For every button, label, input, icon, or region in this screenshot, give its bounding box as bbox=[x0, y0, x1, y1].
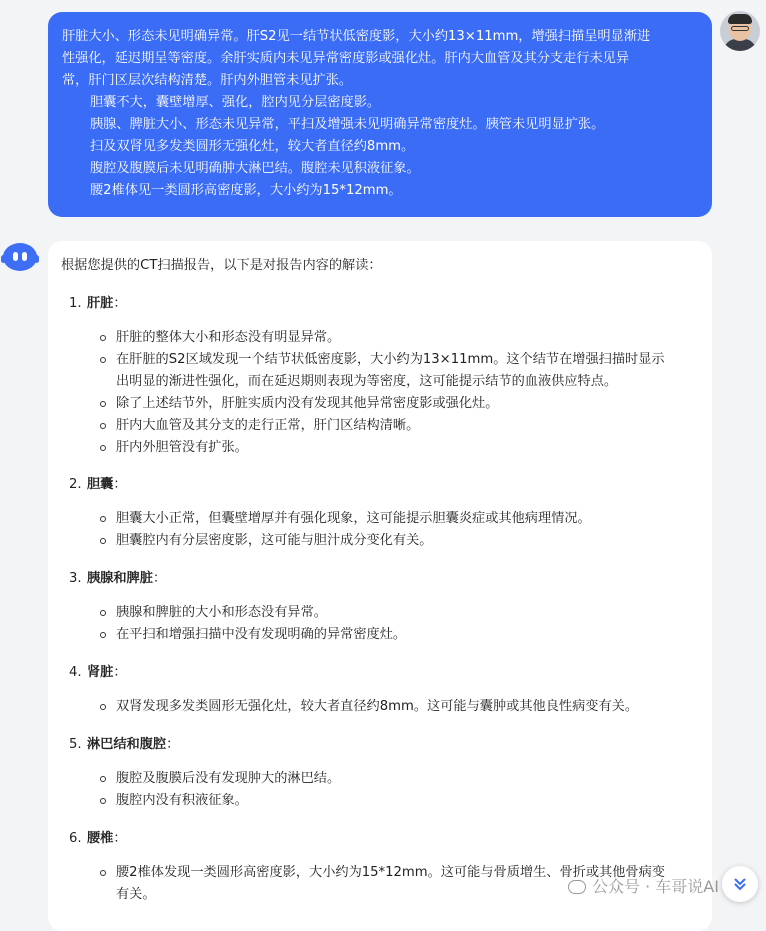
user-message-line: 腹腔及腹膜后未见明确肿大淋巴结。腹腔未见积液征象。 bbox=[90, 161, 420, 176]
user-message-line: 扫及双肾见多发类圆形无强化灶，较大者直径约8mm。 bbox=[90, 139, 415, 154]
section-title: 6. 腰椎： bbox=[69, 831, 127, 846]
section-title: 1. 肝脏： bbox=[69, 296, 127, 311]
double-chevron-down-icon bbox=[732, 876, 748, 892]
scroll-to-bottom-button[interactable] bbox=[722, 866, 758, 902]
list-item: 腹腔及腹膜后没有发现肿大的淋巴结。 bbox=[69, 768, 669, 790]
list-item: 胰腺和脾脏的大小和形态没有异常。 bbox=[69, 602, 669, 624]
reply-intro: 根据您提供的CT扫描报告，以下是对报告内容的解读： bbox=[61, 258, 382, 273]
user-message-line: 常，肝门区层次结构清楚。肝内外胆管未见扩张。 bbox=[62, 73, 353, 88]
user-message-line: 性强化，延迟期呈等密度。余肝实质内未见异常密度影或强化灶。肝内大血管及其分支走行未见异 bbox=[62, 51, 630, 66]
section-title: 3. 胰腺和脾脏： bbox=[69, 571, 167, 586]
list-item: 腹腔内没有积液征象。 bbox=[69, 790, 669, 812]
list-item: 在平扫和增强扫描中没有发现明确的异常密度灶。 bbox=[69, 624, 669, 646]
reply-section-kidney bbox=[69, 662, 669, 718]
list-item: 肝内外胆管没有扩张。 bbox=[69, 437, 669, 459]
reply-section-liver bbox=[69, 293, 669, 459]
reply-section-lymph-abdomen bbox=[69, 734, 669, 812]
user-avatar[interactable] bbox=[720, 11, 760, 51]
reply-section-pancreas-spleen bbox=[69, 568, 669, 646]
user-message-line: 肝脏大小、形态未见明确异常。肝S2见一结节状低密度影，大小约13×11mm，增强扫描呈明显渐进 bbox=[62, 29, 651, 44]
section-title: 2. 胆囊： bbox=[69, 477, 127, 492]
assistant-avatar-icon bbox=[3, 243, 37, 273]
wechat-icon bbox=[568, 880, 586, 894]
watermark: 公众号 · 车哥说AI bbox=[568, 874, 719, 897]
list-item: 肝脏的整体大小和形态没有明显异常。 bbox=[69, 327, 669, 349]
reply-section-gallbladder bbox=[69, 474, 669, 552]
user-message-bubble bbox=[48, 12, 712, 217]
list-item: 胆囊大小正常，但囊壁增厚并有强化现象，这可能提示胆囊炎症或其他病理情况。 bbox=[69, 508, 669, 530]
list-item: 腰2椎体发现一类圆形高密度影，大小约为15*12mm。这可能与骨质增生、骨折或其他骨病变有关。 bbox=[69, 862, 669, 906]
assistant-reply-card bbox=[48, 241, 712, 931]
section-title: 4. 肾脏： bbox=[69, 665, 127, 680]
user-message-line: 腰2椎体见一类圆形高密度影，大小约为15*12mm。 bbox=[90, 183, 402, 198]
user-message-line: 胆囊不大，囊壁增厚、强化，腔内见分层密度影。 bbox=[90, 95, 381, 110]
list-item: 胆囊腔内有分层密度影，这可能与胆汁成分变化有关。 bbox=[69, 530, 669, 552]
list-item: 除了上述结节外，肝脏实质内没有发现其他异常密度影或强化灶。 bbox=[69, 393, 669, 415]
user-message-row bbox=[0, 0, 766, 230]
section-title: 5. 淋巴结和腹腔： bbox=[69, 737, 180, 752]
list-item: 在肝脏的S2区域发现一个结节状低密度影，大小约为13×11mm。这个结节在增强扫描时显示出明显的渐进性强化，而在延迟期则表现为等密度，这可能提示结节的血液供应特点。 bbox=[69, 349, 669, 393]
list-item: 肝内大血管及其分支的走行正常，肝门区结构清晰。 bbox=[69, 415, 669, 437]
list-item: 双肾发现多发类圆形无强化灶，较大者直径约8mm。这可能与囊肿或其他良性病变有关。 bbox=[69, 696, 669, 718]
user-message-line: 胰腺、脾脏大小、形态未见异常，平扫及增强未见明确异常密度灶。胰管未见明显扩张。 bbox=[90, 117, 605, 132]
